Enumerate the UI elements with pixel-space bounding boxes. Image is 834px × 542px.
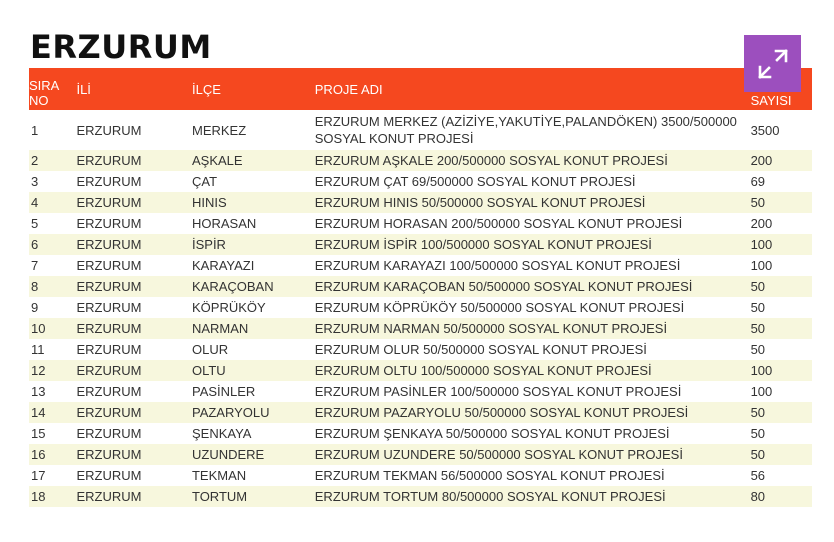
table-row [29, 423, 812, 444]
expand-arrows-icon [755, 46, 791, 82]
row-ilce: KARAYAZI [191, 258, 255, 273]
row-ilce: AŞKALE [191, 153, 243, 168]
table-row [29, 255, 812, 276]
row-ilce: UZUNDERE [191, 447, 265, 462]
table-row [29, 150, 812, 171]
row-proje: ERZURUM OLUR 50/500000 SOSYAL KONUT PROJESİ [314, 342, 647, 357]
row-ilce: NARMAN [191, 321, 249, 336]
row-ilce: İSPİR [191, 237, 226, 252]
row-no: 1 [31, 122, 39, 138]
row-no: 7 [31, 258, 39, 273]
row-ilce: OLUR [191, 342, 229, 357]
row-il: ERZURUM [76, 363, 142, 378]
row-sayi: 50 [750, 195, 766, 210]
row-ilce: TEKMAN [191, 468, 247, 483]
row-il: ERZURUM [76, 405, 142, 420]
row-ilce: OLTU [191, 363, 226, 378]
row-no: 18 [31, 489, 46, 504]
table-row [29, 213, 812, 234]
row-proje: ERZURUM NARMAN 50/500000 SOSYAL KONUT PROJESİ [314, 321, 668, 336]
table-row [29, 110, 812, 150]
row-proje: ERZURUM KÖPRÜKÖY 50/500000 SOSYAL KONUT PROJESİ [314, 300, 685, 315]
row-no: 12 [31, 363, 46, 378]
header-sira-no: SIRA NO [29, 78, 59, 108]
row-ilce: TORTUM [191, 489, 248, 504]
row-ilce: KÖPRÜKÖY [191, 300, 266, 315]
row-proje: ERZURUM OLTU 100/500000 SOSYAL KONUT PROJESİ [314, 363, 652, 378]
row-proje: ERZURUM HINIS 50/500000 SOSYAL KONUT PROJESİ [314, 195, 646, 210]
row-il: ERZURUM [76, 489, 142, 504]
table-row [29, 297, 812, 318]
row-sayi: 80 [750, 489, 766, 504]
row-sayi: 50 [750, 300, 766, 315]
row-ilce: PASİNLER [191, 384, 256, 399]
row-proje: ERZURUM İSPİR 100/500000 SOSYAL KONUT PROJESİ [314, 237, 652, 252]
row-sayi: 100 [750, 363, 773, 378]
table-row [29, 234, 812, 255]
table-row [29, 360, 812, 381]
row-il: ERZURUM [76, 426, 142, 441]
row-no: 2 [31, 153, 39, 168]
row-sayi: 69 [750, 174, 766, 189]
row-proje: ERZURUM KARAYAZI 100/500000 SOSYAL KONUT PROJESİ [314, 258, 681, 273]
row-ilce: PAZARYOLU [191, 405, 270, 420]
row-no: 11 [31, 342, 45, 357]
row-il: ERZURUM [76, 153, 142, 168]
row-proje: ERZURUM HORASAN 200/500000 SOSYAL KONUT PROJESİ [314, 216, 683, 231]
row-no: 8 [31, 279, 39, 294]
table-row [29, 444, 812, 465]
table-row [29, 318, 812, 339]
row-sayi: 200 [750, 153, 773, 168]
row-il: ERZURUM [76, 279, 142, 294]
table-body [29, 110, 812, 507]
row-no: 13 [31, 384, 46, 399]
row-ilce: HORASAN [191, 216, 257, 231]
row-proje: ERZURUM PASİNLER 100/500000 SOSYAL KONUT PROJESİ [314, 384, 682, 399]
row-sayi: 50 [750, 342, 766, 357]
row-proje: ERZURUM PAZARYOLU 50/500000 SOSYAL KONUT PROJESİ [314, 405, 689, 420]
table-row [29, 276, 812, 297]
row-sayi: 50 [750, 279, 766, 294]
row-proje: ERZURUM ŞENKAYA 50/500000 SOSYAL KONUT PROJESİ [314, 426, 670, 441]
row-ilce: KARAÇOBAN [191, 279, 274, 294]
row-proje: ERZURUM UZUNDERE 50/500000 SOSYAL KONUT PROJESİ [314, 447, 683, 462]
row-sayi: 50 [750, 321, 766, 336]
header-ilce: İLÇE [191, 81, 221, 97]
row-il: ERZURUM [76, 195, 142, 210]
row-sayi: 50 [750, 447, 766, 462]
row-no: 4 [31, 195, 39, 210]
row-il: ERZURUM [76, 300, 142, 315]
table-row [29, 402, 812, 423]
row-no: 14 [31, 405, 46, 420]
row-no: 9 [31, 300, 39, 315]
row-proje: ERZURUM TEKMAN 56/500000 SOSYAL KONUT PROJESİ [314, 468, 665, 483]
table-header-row [29, 68, 812, 110]
row-proje: ERZURUM MERKEZ (AZİZİYE,YAKUTİYE,PALANDÖKEN) 3500/500000 SOSYAL KONUT PROJESİ [314, 114, 737, 146]
row-il: ERZURUM [76, 342, 142, 357]
page-title: ERZURUM [30, 28, 212, 66]
row-ilce: HINIS [191, 195, 227, 210]
row-ilce: ŞENKAYA [191, 426, 252, 441]
row-ilce: ÇAT [191, 174, 218, 189]
row-il: ERZURUM [76, 468, 142, 483]
row-sayi: 100 [750, 384, 773, 399]
row-ilce: MERKEZ [191, 122, 247, 138]
row-il: ERZURUM [76, 174, 142, 189]
row-no: 10 [31, 321, 46, 336]
row-sayi: 50 [750, 426, 766, 441]
table-row [29, 339, 812, 360]
table-row [29, 381, 812, 402]
row-proje: ERZURUM TORTUM 80/500000 SOSYAL KONUT PROJESİ [314, 489, 666, 504]
expand-button[interactable] [744, 35, 801, 92]
row-sayi: 50 [750, 405, 766, 420]
header-sayisi: SAYISI [750, 93, 792, 108]
project-table [29, 68, 812, 507]
header-proje-adi: PROJE ADI [314, 81, 383, 97]
row-il: ERZURUM [76, 447, 142, 462]
table-row [29, 192, 812, 213]
row-il: ERZURUM [76, 258, 142, 273]
row-sayi: 100 [750, 237, 773, 252]
row-no: 15 [31, 426, 46, 441]
row-proje: ERZURUM ÇAT 69/500000 SOSYAL KONUT PROJESİ [314, 174, 636, 189]
row-il: ERZURUM [76, 321, 142, 336]
table-row [29, 465, 812, 486]
header-ili: İLİ [76, 81, 91, 97]
row-il: ERZURUM [76, 384, 142, 399]
table-row [29, 171, 812, 192]
table-row [29, 486, 812, 507]
row-no: 6 [31, 237, 39, 252]
row-sayi: 3500 [750, 122, 780, 138]
row-sayi: 100 [750, 258, 773, 273]
row-proje: ERZURUM KARAÇOBAN 50/500000 SOSYAL KONUT PROJESİ [314, 279, 693, 294]
row-il: ERZURUM [76, 216, 142, 231]
row-sayi: 56 [750, 468, 766, 483]
row-proje: ERZURUM AŞKALE 200/500000 SOSYAL KONUT PROJESİ [314, 153, 668, 168]
row-no: 3 [31, 174, 39, 189]
row-no: 16 [31, 447, 46, 462]
row-no: 17 [31, 468, 46, 483]
row-il: ERZURUM [76, 237, 142, 252]
row-sayi: 200 [750, 216, 773, 231]
row-no: 5 [31, 216, 39, 231]
row-il: ERZURUM [76, 122, 142, 138]
